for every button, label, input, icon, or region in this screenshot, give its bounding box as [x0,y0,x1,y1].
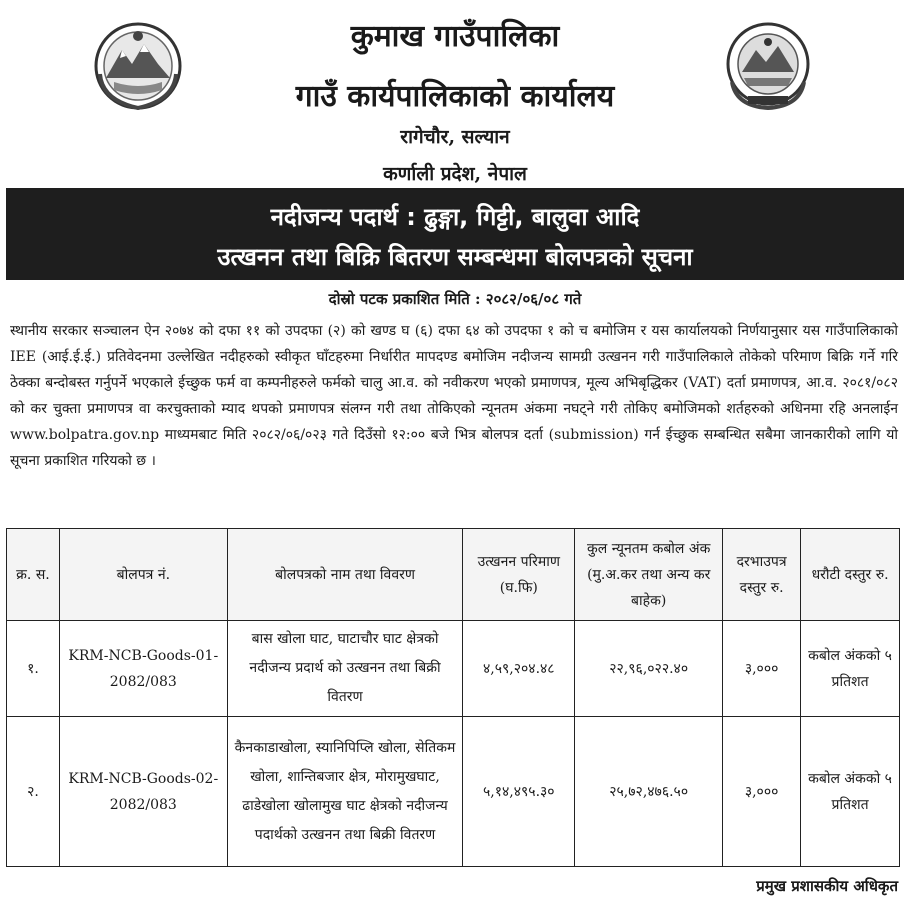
publication-date: दोस्रो पटक प्रकाशित मिति : २०८२/०६/०८ गते [328,290,582,308]
cell-doc-fee: ३,००० [723,717,801,867]
table-header-row [7,529,900,621]
cell-quantity: ५,१४,४९५.३० [463,717,575,867]
cell-deposit: कबोल अंकको ५ प्रतिशत [801,621,900,717]
header-doc-fee: दरभाउपत्र दस्तुर रु. [723,529,801,621]
municipality-name: कुमाख गाउँपालिका [350,19,560,54]
office-name: गाउँ कार्यपालिकाको कार्यालय [295,79,615,114]
cell-doc-fee: ३,००० [723,621,801,717]
cell-sn: २. [7,717,60,867]
banner-line-2: उत्खनन तथा बिक्रि बितरण सम्बन्धमा बोलपत्रको सूचना [217,243,693,271]
table-row [7,621,900,717]
cell-bid-no: KRM-NCB-Goods-02-2082/083 [59,717,227,867]
cell-min-bid: २५,७२,४७६.५० [575,717,723,867]
cell-bid-no: KRM-NCB-Goods-01-2082/083 [59,621,227,717]
signature-title: प्रमुख प्रशासकीय अधिकृत [756,877,898,895]
header-bid-name: बोलपत्रको नाम तथा विवरण [227,529,463,621]
header-bid-no: बोलपत्र नं. [59,529,227,621]
table-row [7,717,900,867]
notice-title-banner [6,188,904,280]
cell-sn: १. [7,621,60,717]
province-country: कर्णाली प्रदेश, नेपाल [383,163,527,185]
cell-bid-name: कैनकाडाखोला, स्यानिपिप्लि खोला, सेतिकम खोला, शान्तिबजार क्षेत्र, मोरामुखघाट, ढाडेखोला खोलामुख घाट क्षेत्रको नदीजन्य पदार्थको उत्खनन तथा बिक्री वितरण [227,717,463,867]
office-location: रागेचौर, सल्यान [400,126,510,148]
bid-table [6,528,900,867]
cell-bid-name: बास खोला घाट, घाटाचौर घाट क्षेत्रको नदीजन्य प्रदार्थ को उत्खनन तथा बिक्री वितरण [227,621,463,717]
cell-quantity: ४,५९,२०४.४८ [463,621,575,717]
header-min-bid: कुल न्यूनतम कबोल अंक (मु.अ.कर तथा अन्य कर बाहेक) [575,529,723,621]
cell-min-bid: २२,९६,०२२.४० [575,621,723,717]
header-deposit: धरौटी दस्तुर रु. [801,529,900,621]
header-quantity: उत्खनन परिमाण (घ.फि) [463,529,575,621]
header-sn: क्र. स. [7,529,60,621]
cell-deposit: कबोल अंकको ५ प्रतिशत [801,717,900,867]
notice-body-paragraph: स्थानीय सरकार सञ्चालन ऐन २०७४ को दफा ११ को उपदफा (२) को खण्ड घ (६) दफा ६४ को उपदफा १ को च बमोजिम र यस कार्यालयको निर्णयानुसार यस गाउँपालिकाको IEE (आई.ई.ई.) प्रतिवेदनमा उल्लेखित नदीहरुको स्वीकृत घाँटहरुमा निर्धारीत मापदण्ड बमोजिम नदीजन्य सामग्री उत्खनन गरी गाउँपालिकाले तोकेको परिमाण बिक्रि गर्ने गरि ठेक्का बन्दोबस्त गर्नुपर्ने भएकाले ईच्छुक फर्म वा कम्पनीहरुले फर्मको चालु आ.व. को नवीकरण भएको प्रमाणपत्र, मूल्य अभिबृद्धिकर (VAT) दर्ता प्रमाणपत्र, आ.व. २०८१/०८२ को कर चुक्ता प्रमाणपत्र वा करचुक्ताको म्याद थपको प्रमाणपत्र संलग्न गरी तथा तोकिएको न्यूनतम अंकमा नघट्ने गरी तोकिए बमोजिमको शर्तहरुको अधिनमा रहि अनलाईन www.bolpatra.gov.np माध्यमबाट मिति २०८२/०६/०२३ गते दिउँसो १२:०० बजे भित्र बोलपत्र दर्ता (submission) गर्न ईच्छुक सम्बन्धित सबैमा जानकारीको लागि यो सूचना प्रकाशित गरियको छ । [10,323,898,469]
banner-line-1: नदीजन्य पदार्थ : ढुङ्गा, गिट्टी, बालुवा आदि [270,203,640,231]
